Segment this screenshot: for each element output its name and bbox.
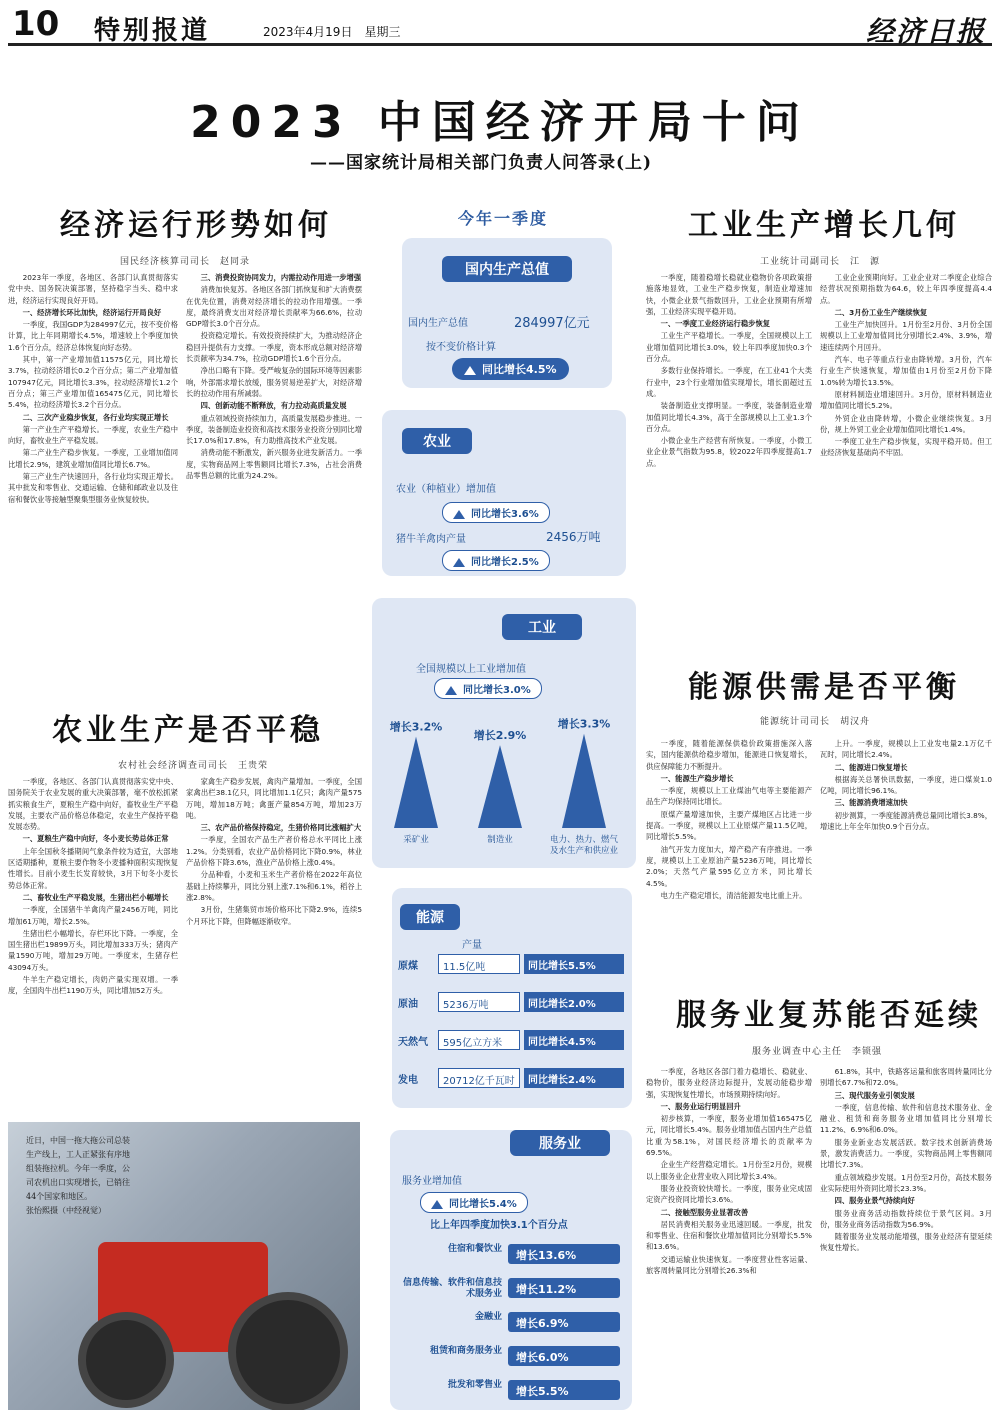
industry-label: 全国规模以上工业增加值 <box>416 664 526 675</box>
article-paragraph: 一、能源生产稳步增长 <box>660 773 734 783</box>
photo-caption-text: 近日，中国一拖大拖公司总装生产线上，工人正紧张有序地组装拖拉机。今年一季度，公司农机出口实现增长，已销往44个国家和地区。 <box>26 1136 130 1201</box>
service-row <box>398 1242 626 1268</box>
article-paragraph: 二、3月份工业生产继续恢复 <box>834 307 928 317</box>
agri-row2-value: 2456万吨 <box>546 530 601 544</box>
article-paragraph: 牛羊生产稳定增长，肉奶产量实现双增。一季度，全国肉牛出栏1190万头，同比增加52万头。 <box>8 975 178 996</box>
article-paragraph: 原煤产量增速加快，主要产煤地区占比进一步提高。一季度，规模以上工业原煤产量11.5亿吨，同比增长5.5%。 <box>646 809 812 842</box>
industry-growth-badge <box>434 678 542 699</box>
page-number: 10 <box>12 4 60 44</box>
industry-bar-category-label: 采矿业 <box>403 835 429 845</box>
article-paragraph: 企业生产经营稳定增长。1月份至2月份，规模以上服务业企业营业收入同比增长3.4%。 <box>646 1160 812 1181</box>
energy-title: 能源 <box>400 904 460 930</box>
article-paragraph: 一季度，随着能源保供稳价政策措施深入落实，国内能源供给稳步增加，能源进口恢复增长，供应保障能力不断提升。 <box>646 739 812 771</box>
service-col-2 <box>820 1066 992 1410</box>
agri-row2-badge <box>442 550 550 571</box>
up-arrow-icon <box>431 1200 443 1209</box>
article-paragraph: 居民消费相关服务业迅速回暖。一季度，批发和零售业、住宿和餐饮业增加值同比分别增长5.5%和13.6%。 <box>646 1219 812 1252</box>
industry-bar-growth-label: 增长3.3% <box>557 717 611 731</box>
service-row-growth: 增长13.6% <box>508 1244 620 1264</box>
article-paragraph: 原材料制造业增速回升。3月份，原材料制造业增加值同比增长5.2%。 <box>820 389 992 411</box>
economy-heading: 经济运行形势如何 <box>60 208 332 243</box>
infographic-panel <box>372 200 636 1410</box>
energy-row-name: 发电 <box>398 1075 418 1086</box>
article-paragraph: 随着服务业发展动能增强，服务业经济有望延续恢复性增长。 <box>820 1232 992 1253</box>
article-paragraph: 净出口略有下降。受严峻复杂的国际环境等因素影响，外部需求增长放缓，服务贸易逆差扩大，对经济增长的拉动作用有所减弱。 <box>186 366 362 398</box>
article-paragraph: 一、服务业运行明显回升 <box>660 1101 741 1111</box>
agri-row1-label: 农业（种植业）增加值 <box>396 484 496 495</box>
energy-col-2 <box>820 738 992 968</box>
article-paragraph: 重点领域稳步发展。1月份至2月份，高技术服务业实际使用外资同比增长23.3%。 <box>820 1172 992 1193</box>
article-paragraph: 分品种看，小麦和玉米生产者价格在2022年高位基础上持续攀升，同比分别上涨7.1%和6.1%，稻谷上涨2.8%。 <box>186 870 362 902</box>
up-arrow-icon <box>445 686 457 695</box>
industry-bar <box>394 737 438 828</box>
article-paragraph: 多数行业保持增长。一季度，在工业41个大类行业中，23个行业增加值实现增长，增长面超过五成。 <box>646 366 812 398</box>
article-paragraph: 一、经济增长环比加快，经济运行开局良好 <box>22 307 162 317</box>
article-paragraph: 二、能源进口恢复增长 <box>834 762 908 772</box>
industry-bar-category-label: 电力、热力、燃气及水生产和供应业 <box>549 835 619 856</box>
energy-author: 能源统计司司长 胡汉舟 <box>760 717 871 727</box>
service-author: 服务业调查中心主任 李锁强 <box>752 1047 883 1057</box>
article-paragraph: 装备制造业支撑明显。一季度，装备制造业增加值同比增长4.3%，高于全部规模以上工业1.3个百分点。 <box>646 401 812 433</box>
energy-row <box>398 1068 626 1090</box>
article-paragraph: 一季度，随着稳增长稳就业稳物价各项政策措施落地显效，工业生产稳步恢复，制造业增速加快，小微企业景气指数回升，工业企业预期有所增强，工业经济实现平稳开局。 <box>646 273 812 316</box>
economy-author: 国民经济核算司司长 赵同录 <box>120 257 251 267</box>
industry-col-1 <box>646 272 812 644</box>
article-paragraph: 初步测算，一季度能源消费总量同比增长3.8%，增速比上年全年加快0.9个百分点。 <box>820 810 992 832</box>
service-compare: 比上年四季度加快3.1个百分点 <box>430 1220 568 1231</box>
article-paragraph: 油气开发力度加大，增产稳产有序推进。一季度，规模以上工业原油产量5236万吨，同比增长2.0%；天然气产量595亿立方米，同比增长4.5%。 <box>646 844 812 888</box>
photo-caption <box>26 1134 136 1218</box>
article-paragraph: 重点领域投资持续加力，高质量发展稳步推进。一季度，装备制造业投资和高技术服务业投资分别同比增长17.0%和17.8%，有力助推高技术产业发展。 <box>186 413 362 446</box>
article-paragraph: 工业生产平稳增长。一季度，全国规模以上工业增加值同比增长3.0%，较上年四季度加快0.3个百分点。 <box>646 331 812 364</box>
season-label: 今年一季度 <box>457 209 548 228</box>
article-paragraph: 上年全国秋冬播期间气象条件较为适宜，大部地区适期播种，夏粮主要作物冬小麦播种面积实现恢复性增长。目前小麦生长发育较快，3月下旬冬小麦长势总体正常。 <box>8 846 178 890</box>
gdp-value: 284997亿元 <box>514 316 590 331</box>
agri-row1-growth: 同比增长3.6% <box>471 509 539 520</box>
article-paragraph: 第二产业生产稳步恢复。一季度，工业增加值同比增长2.9%，建筑业增加值同比增长6.7%。 <box>8 448 178 469</box>
gdp-note: 按不变价格计算 <box>426 342 496 353</box>
masthead-logo: 经济日报 <box>865 15 986 48</box>
service-heading: 服务业复苏能否延续 <box>676 998 982 1033</box>
agriculture-card <box>382 410 626 576</box>
gdp-growth: 同比增长4.5% <box>482 363 557 376</box>
agri-row1-badge <box>442 502 550 523</box>
article-paragraph: 一季度，各地区、各部门认真贯彻落实党中央、国务院关于农业发展的重大决策部署，毫不放松抓紧抓实粮食生产，夏粮生产稳中向好，畜牧业生产平稳发展，主要农产品价格总体稳定，农业生产保持平稳发展态势。 <box>8 777 178 832</box>
energy-row-name: 原煤 <box>398 961 418 972</box>
service-row-name: 租赁和商务服务业 <box>429 1346 502 1356</box>
page-header <box>8 4 992 48</box>
energy-row <box>398 1030 626 1052</box>
article-paragraph: 汽车、电子等重点行业由降转增。3月份，汽车行业生产快速恢复，增加值由1月份至2月份下降1.0%转为增长13.5%。 <box>820 355 992 387</box>
article-paragraph: 2023年一季度，各地区、各部门认真贯彻落实党中央、国务院决策部署，坚持稳字当头、稳中求进，经济运行实现良好开局。 <box>8 273 178 305</box>
article-paragraph: 四、创新动能不断释放，有力拉动高质量发展 <box>200 401 347 411</box>
article-paragraph: 服务业商务活动指数持续位于景气区间。3月份，服务业商务活动指数为56.9%。 <box>820 1208 992 1229</box>
article-paragraph: 第一产业生产平稳增长。一季度，农业生产稳中向好，畜牧业生产平稳发展。 <box>8 424 178 446</box>
tractor-photo <box>8 1122 360 1410</box>
article-paragraph: 电力生产稳定增长，清洁能源发电比重上升。 <box>660 890 807 900</box>
article-paragraph: 三、消费投资协同发力，内需拉动作用进一步增强 <box>200 273 362 282</box>
article-paragraph: 投资稳定增长。有效投资持续扩大，为推动经济企稳回升提供有力支撑。一季度，资本形成总额对经济增长贡献率为34.7%，拉动GDP增长1.6个百分点。 <box>186 331 362 364</box>
industry-heading: 工业生产增长几何 <box>688 208 960 243</box>
article-paragraph: 一季度，全国农产品生产者价格总水平同比上涨1.2%。分类别看，农业产品价格同比下降0.9%，林业产品价格下降3.6%，渔业产品价格上涨0.4%。 <box>186 835 362 868</box>
article-paragraph: 初步核算，一季度，服务业增加值165475亿元，同比增长5.4%。服务业增加值占国内生产总值比重为58.1%，对国民经济增长的贡献率为69.5%。 <box>646 1114 812 1158</box>
article-paragraph: 工业企业预期向好。工业企业对二季度企业综合经营状况预期指数为64.6，较上年四季度提高4.4点。 <box>820 273 992 305</box>
page-subtitle: ——国家统计局相关部门负责人问答录(上) <box>310 153 653 173</box>
industry-col-2 <box>820 272 992 644</box>
industry-title: 工业 <box>502 614 582 640</box>
energy-row-value: 11.5亿吨 <box>438 954 520 974</box>
agri-row2-label: 猪牛羊禽肉产量 <box>396 534 466 545</box>
article-paragraph: 一季度，各地区各部门着力稳增长、稳就业、稳物价，服务业经济边际提升，发展动能稳步增强，实现恢复性增长，市场预期持续向好。 <box>646 1067 812 1099</box>
article-paragraph: 三、农产品价格保持稳定，生猪价格同比涨幅扩大 <box>200 823 362 833</box>
economy-col-1 <box>8 272 178 682</box>
article-paragraph: 一季度工业生产稳步恢复，实现平稳开局。但工业经济恢复基础尚不牢固。 <box>820 437 992 458</box>
service-row-growth: 增长11.2% <box>508 1278 620 1298</box>
article-paragraph: 一季度，规模以上工业煤油气电等主要能源产品生产均保持同比增长。 <box>646 786 812 807</box>
service-growth-badge <box>420 1192 528 1213</box>
service-row <box>398 1378 626 1404</box>
article-paragraph: 服务业新业态发展活跃。数字技术创新消费场景，激发消费活力。一季度，实物商品网上零售额同比增长7.3%。 <box>820 1137 992 1170</box>
article-paragraph: 消费加快复苏。各地区各部门抓恢复和扩大消费摆在优先位置，消费对经济增长的拉动作用增强。一季度，最终消费支出对经济增长贡献率为66.6%，拉动GDP增长3.0个百分点。 <box>186 285 362 329</box>
service-growth: 同比增长5.4% <box>449 1199 517 1210</box>
article-paragraph: 工业生产加快回升。1月份至2月份、3月份全国规模以上工业增加值同比分别增长2.4%、3.9%，增速连续两个月回升。 <box>820 320 992 352</box>
gdp-card <box>402 238 612 388</box>
article-paragraph: 三、现代服务业引领发展 <box>834 1090 915 1100</box>
service-card <box>390 1130 632 1410</box>
article-paragraph: 一季度，全国猪牛羊禽肉产量2456万吨，同比增加61万吨，增长2.5%。 <box>8 905 178 926</box>
article-paragraph: 生猪出栏小幅增长，存栏环比下降。一季度，全国生猪出栏19899万头，同比增加333万头；猪肉产量1590万吨，增加29万吨。一季度末，生猪存栏43094万头。 <box>8 928 178 972</box>
article-paragraph: 一、一季度工业经济运行稳步恢复 <box>660 319 771 329</box>
gdp-title: 国内生产总值 <box>442 256 572 282</box>
issue-date: 2023年4月19日 星期三 <box>263 25 401 39</box>
article-paragraph: 根据海关总署快讯数据，一季度，进口煤炭1.0亿吨，同比增长96.1%。 <box>820 774 992 796</box>
article-paragraph: 其中，第一产业增加值11575亿元，同比增长3.7%，拉动经济增长0.2个百分点；第二产业增加值107947亿元，同比增长3.3%，拉动经济增长1.2个百分点；第三产业增加值165475亿元，同比增长5.4%，拉动经济增长3.2个百分点。 <box>8 355 178 410</box>
article-paragraph: 消费动能不断激发，新兴服务业进发新活力。一季度，实物商品网上零售额同比增长7.3%，占社会消费品零售总额的比重为24.2%。 <box>186 448 362 481</box>
article-paragraph: 二、接触型服务业显著改善 <box>660 1207 749 1217</box>
service-row <box>398 1276 626 1302</box>
gdp-label: 国内生产总值 <box>408 318 468 329</box>
article-paragraph: 一季度，我国GDP为284997亿元，按不变价格计算，比上年同期增长4.5%，增速较上个季度加快1.6个百分点，经济总体恢复向好态势。 <box>8 320 178 352</box>
industry-bar-growth-label: 增长2.9% <box>473 729 527 743</box>
service-row-growth: 增长6.9% <box>508 1312 620 1332</box>
industry-bar <box>562 734 606 828</box>
energy-col-header: 产量 <box>462 940 482 951</box>
article-paragraph: 外贸企业由降转增，小微企业继续恢复。3月份，规上外贸工业企业增加值同比增长1.4%。 <box>820 413 992 434</box>
energy-row-value: 595亿立方米 <box>438 1030 520 1050</box>
energy-card <box>392 888 632 1108</box>
service-row <box>398 1310 626 1336</box>
service-row-name: 信息传输、软件和信息技术服务业 <box>402 1278 502 1299</box>
energy-row-name: 原油 <box>398 999 418 1010</box>
energy-row-growth: 同比增长2.4% <box>524 1068 624 1088</box>
service-label: 服务业增加值 <box>402 1176 462 1187</box>
agri-heading: 农业生产是否平稳 <box>52 713 324 748</box>
up-arrow-icon <box>453 558 465 567</box>
article-paragraph: 二、三次产业稳步恢复，各行业均实现正增长 <box>22 412 169 422</box>
section-name: 特别报道 <box>94 16 211 46</box>
energy-row-growth: 同比增长2.0% <box>524 992 624 1012</box>
service-row <box>398 1344 626 1370</box>
energy-row-value: 20712亿千瓦时 <box>438 1068 520 1088</box>
agri-col-1 <box>8 776 178 1116</box>
industry-card <box>372 598 636 868</box>
service-row-name: 金融业 <box>474 1312 502 1322</box>
tractor-wheel <box>228 1292 348 1410</box>
agriculture-title: 农业 <box>402 428 472 454</box>
page-title: 2023 中国经济开局十问 <box>190 97 810 148</box>
service-row-growth: 增长5.5% <box>508 1380 620 1400</box>
industry-growth: 同比增长3.0% <box>463 685 531 696</box>
article-paragraph: 交通运输业快速恢复。一季度营业性客运量、旅客周转量同比分别增长26.3%和 <box>646 1254 812 1276</box>
service-row-growth: 增长6.0% <box>508 1346 620 1366</box>
energy-row-name: 天然气 <box>398 1037 428 1048</box>
article-paragraph: 一、夏粮生产稳中向好，冬小麦长势总体正常 <box>22 834 169 844</box>
agri-col-2 <box>186 776 362 1116</box>
article-paragraph: 家禽生产稳步发展，禽肉产量增加。一季度，全国家禽出栏38.1亿只，同比增加1.1亿只；禽肉产量575万吨，增加18万吨；禽蛋产量854万吨，增加23万吨。 <box>186 777 362 820</box>
article-paragraph: 上升。一季度，规模以上工业发电量2.1万亿千瓦时，同比增长2.4%。 <box>820 739 992 760</box>
article-paragraph: 61.8%，其中，铁路客运量和旅客周转量同比分别增长67.7%和72.0%。 <box>820 1067 992 1088</box>
service-row-name: 批发和零售业 <box>447 1380 502 1390</box>
energy-row-growth: 同比增长4.5% <box>524 1030 624 1050</box>
article-paragraph: 二、畜牧业生产平稳发展，生猪出栏小幅增长 <box>22 892 169 902</box>
economy-col-2 <box>186 272 362 682</box>
article-paragraph: 三、能源消费增速加快 <box>834 798 908 808</box>
energy-col-1 <box>646 738 812 968</box>
up-arrow-icon <box>464 366 476 375</box>
article-paragraph: 一季度，信息传输、软件和信息技术服务业、金融业、租赁和商务服务业增加值同比分别增长11.2%、6.9%和6.0%。 <box>820 1102 992 1135</box>
article-paragraph: 小微企业生产经营有所恢复。一季度，小微工业企业景气指数为95.8，较2022年四季度提高1.7点。 <box>646 436 812 468</box>
industry-author: 工业统计司副司长 江 源 <box>760 257 881 267</box>
energy-row <box>398 954 626 976</box>
article-paragraph: 3月份，生猪集贸市场价格环比下降2.9%，连续5个月环比下降，但降幅逐渐收窄。 <box>186 905 362 926</box>
agri-row2-growth: 同比增长2.5% <box>471 557 539 568</box>
industry-bar <box>478 745 522 828</box>
article-paragraph: 四、服务业景气持续向好 <box>834 1196 915 1206</box>
photo-credit: 张怡熙摄（中经视觉） <box>26 1206 106 1215</box>
service-row-name: 住宿和餐饮业 <box>447 1244 502 1254</box>
energy-row <box>398 992 626 1014</box>
tractor-wheel <box>78 1312 174 1408</box>
industry-bar-category-label: 制造业 <box>487 835 513 845</box>
industry-bar-growth-label: 增长3.2% <box>389 720 443 734</box>
article-paragraph: 第三产业生产快速回升，各行业均实现正增长。其中批发和零售业、交通运输、仓储和邮政业以及住宿和餐饮业等接触型聚集型服务业恢复较快。 <box>8 472 178 504</box>
energy-row-growth: 同比增长5.5% <box>524 954 624 974</box>
article-paragraph: 服务业投资较快增长。一季度，服务业完成固定资产投资同比增长3.6%。 <box>646 1183 812 1205</box>
up-arrow-icon <box>453 510 465 519</box>
gdp-growth-badge <box>452 358 569 380</box>
agri-author: 农村社会经济调查司司长 王贵荣 <box>118 761 269 771</box>
service-col-1 <box>646 1066 812 1410</box>
energy-heading: 能源供需是否平衡 <box>688 670 960 705</box>
energy-row-value: 5236万吨 <box>438 992 520 1012</box>
service-title: 服务业 <box>510 1130 610 1156</box>
industry-bar-chart <box>372 698 636 866</box>
